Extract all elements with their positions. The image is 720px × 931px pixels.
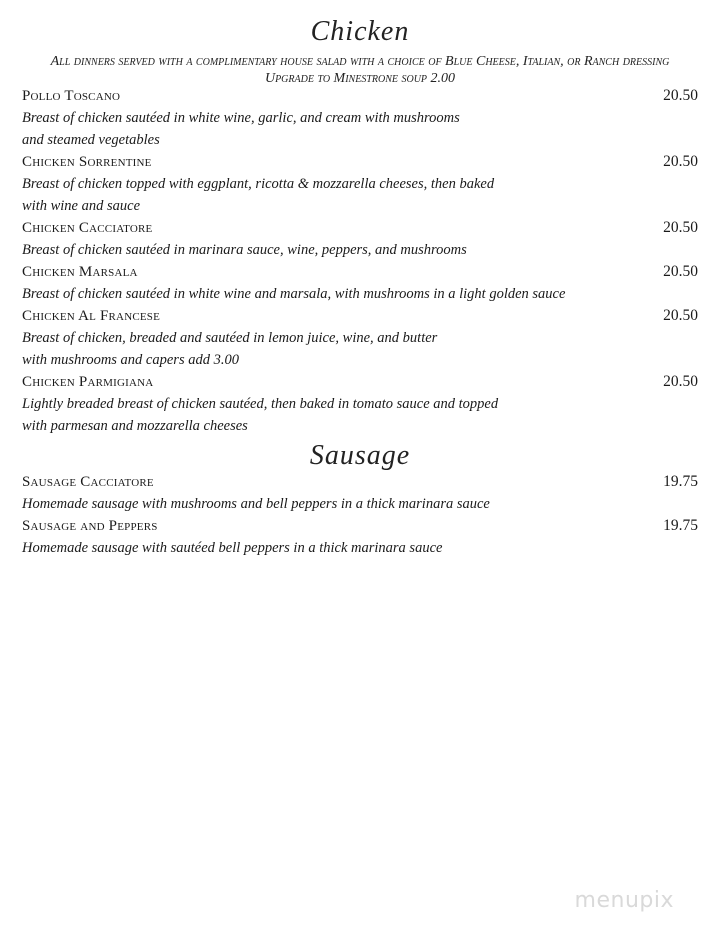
item-name: Pollo Toscano: [22, 88, 121, 104]
menu-item-chicken-parmigiana: [22, 371, 700, 437]
sausage-menu-list: [22, 471, 700, 559]
item-price: 19.75: [663, 473, 698, 490]
item-price: 20.50: [663, 263, 698, 280]
item-description: Breast of chicken topped with eggplant, ricotta & mozzarella cheeses, then baked: [22, 176, 495, 192]
sausage-section-title: Sausage: [309, 440, 411, 471]
item-price: 19.75: [663, 517, 698, 534]
item-description: and steamed vegetables: [22, 132, 160, 148]
item-description: Homemade sausage with sautéed bell peppers in a thick marinara sauce: [22, 540, 443, 556]
soup-upgrade-note: Upgrade to Minestrone soup 2.00: [264, 71, 456, 86]
item-name: Sausage Cacciatore: [22, 474, 154, 490]
dinner-notes: [0, 53, 720, 87]
item-price: 20.50: [663, 153, 698, 170]
item-description: Breast of chicken sautéed in white wine, garlic, and cream with mushrooms: [22, 110, 460, 126]
item-description: with mushrooms and capers add 3.00: [22, 352, 239, 368]
menu-item-pollo-toscano: [22, 85, 700, 151]
item-name: Chicken Al Francese: [22, 308, 161, 324]
item-description: Breast of chicken sautéed in marinara sauce, wine, peppers, and mushrooms: [22, 242, 467, 258]
item-name: Chicken Sorrentine: [22, 154, 152, 170]
menu-item-chicken-sorrentine: [22, 151, 700, 217]
item-name: Chicken Cacciatore: [22, 220, 153, 236]
item-description: with wine and sauce: [22, 198, 141, 214]
item-description: Breast of chicken, breaded and sautéed in lemon juice, wine, and butter: [22, 330, 438, 346]
item-price: 20.50: [663, 307, 698, 324]
item-name: Chicken Marsala: [22, 264, 138, 280]
chicken-menu-list: [22, 85, 700, 437]
chicken-section-title: Chicken: [310, 16, 410, 47]
item-description: Lightly breaded breast of chicken sautéed, then baked in tomato sauce and topped: [22, 396, 499, 412]
menu-item-chicken-marsala: [22, 261, 700, 305]
item-description: Breast of chicken sautéed in white wine and marsala, with mushrooms in a light golden sauce: [22, 286, 566, 302]
menu-item-chicken-cacciatore: [22, 217, 700, 261]
item-description: with parmesan and mozzarella cheeses: [22, 418, 248, 434]
item-name: Chicken Parmigiana: [22, 374, 154, 390]
menu-item-sausage-cacciatore: [22, 471, 700, 515]
item-price: 20.50: [663, 219, 698, 236]
salad-note: All dinners served with a complimentary house salad with a choice of Blue Cheese, Italian, or Ranch dressing: [50, 54, 670, 69]
item-price: 20.50: [663, 87, 698, 104]
item-price: 20.50: [663, 373, 698, 390]
item-name: Sausage and Peppers: [22, 518, 158, 534]
menu-item-chicken-al-francese: [22, 305, 700, 371]
item-description: Homemade sausage with mushrooms and bell peppers in a thick marinara sauce: [22, 496, 490, 512]
menu-item-sausage-and-peppers: [22, 515, 700, 559]
menupix-watermark: menupix: [574, 888, 674, 913]
